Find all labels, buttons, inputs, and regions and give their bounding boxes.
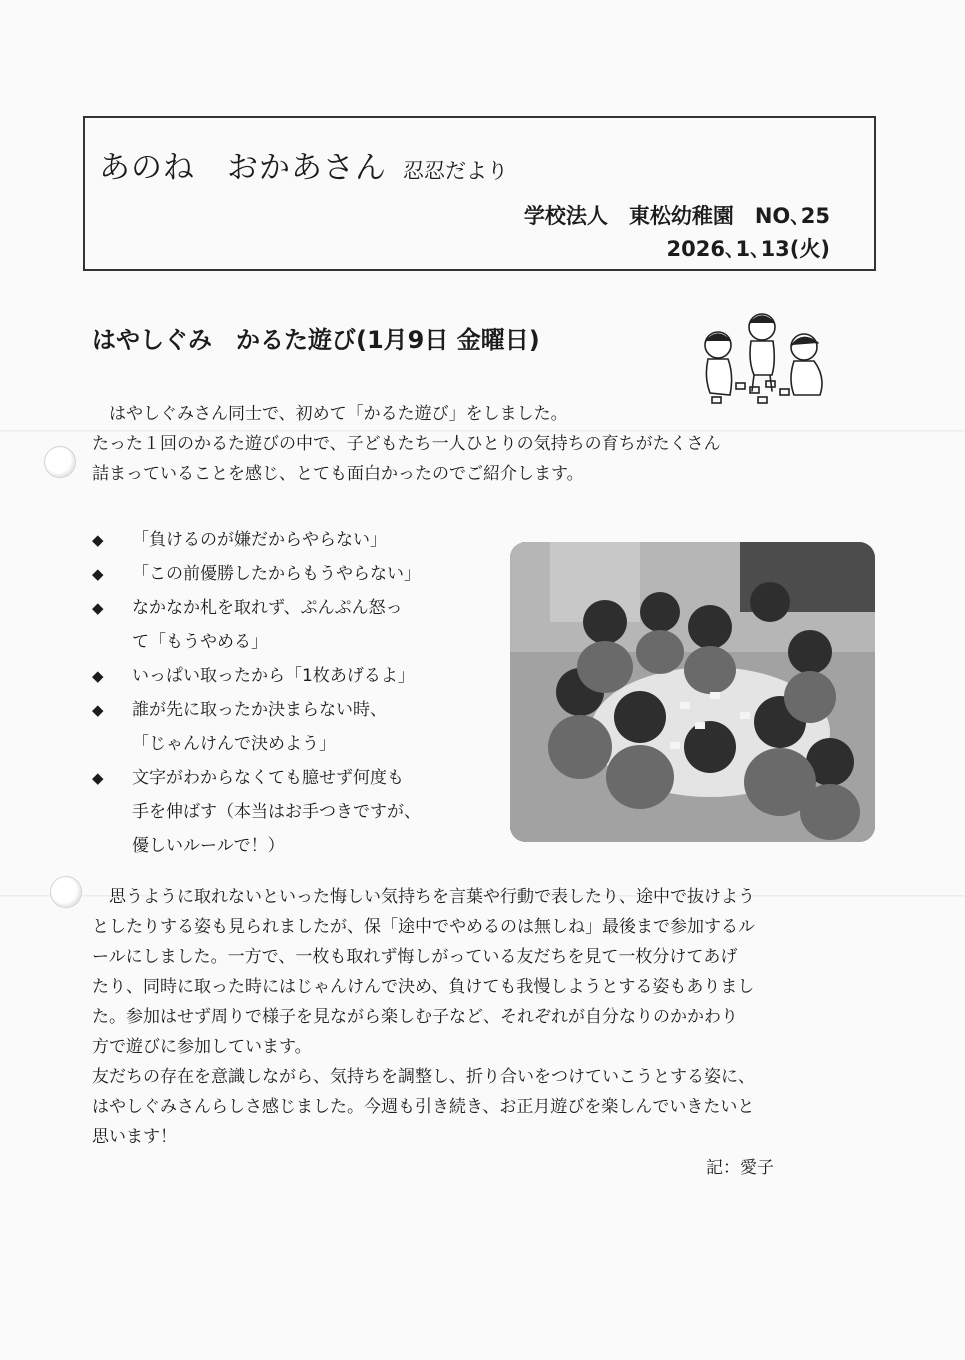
list-item <box>92 659 502 693</box>
diamond-bullet-icon: ◆ <box>92 531 104 549</box>
closing-line: ールにしました。一方で、一枚も取れず悔しがっている友だちを見て一枚分けてあげ <box>92 947 738 967</box>
list-item <box>92 523 502 557</box>
list-item <box>92 591 502 659</box>
list-item-text: なかなか札を取れず、ぷんぷん怒っ て「もうやめる」 <box>132 598 403 652</box>
intro-paragraph <box>92 399 721 489</box>
newsletter-header <box>83 116 876 271</box>
closing-line: 友だちの存在を意識しながら、気持ちを調整し、折り合いをつけていこうとする姿に、 <box>92 1067 755 1087</box>
list-item-text: 「負けるのが嫌だからやらない」 <box>132 530 387 550</box>
list-item <box>92 557 502 591</box>
intro-line: 詰まっていることを感じ、とても面白かったのでご紹介します。 <box>92 464 584 484</box>
newsletter-title <box>99 142 508 187</box>
diamond-bullet-icon: ◆ <box>92 769 104 787</box>
punch-hole-top <box>44 446 76 478</box>
closing-paragraph <box>92 882 755 1152</box>
diamond-bullet-icon: ◆ <box>92 701 104 719</box>
children-playing-karuta-illustration <box>696 305 836 407</box>
closing-line: 思うように取れないといった悔しい気持ちを言葉や行動で表したり、途中で抜けよう <box>109 887 755 907</box>
closing-line: 方で遊びに参加しています。 <box>92 1037 312 1057</box>
closing-line: 思います！ <box>92 1127 177 1147</box>
diamond-bullet-icon: ◆ <box>92 667 104 685</box>
list-item <box>92 761 502 863</box>
school-and-issue: 学校法人 東松幼稚園 NO､25 <box>523 204 830 228</box>
list-item-text: 「この前優勝したからもうやらない」 <box>132 564 421 584</box>
newsletter-subtitle: 忍忍だより <box>403 159 508 183</box>
intro-line: たった１回のかるた遊びの中で、子どもたち一人ひとりの気持ちの育ちがたくさん <box>92 434 721 454</box>
newsletter-title-main: あのね おかあさん <box>99 150 387 186</box>
list-item-text: 誰が先に取ったか決まらない時、 「じゃんけんで決めよう」 <box>132 700 387 754</box>
closing-line: たり、同時に取った時にはじゃんけんで決め、負けても我慢しようとする姿もありまし <box>92 977 755 997</box>
list-item-text: いっぱい取ったから「1枚あげるよ」 <box>132 666 415 686</box>
children-comments-list <box>92 523 502 863</box>
author-signature: 記：愛子 <box>706 1158 774 1178</box>
list-item-text: 文字がわからなくても臆せず何度も 手を伸ばす（本当はお手つきですが、 優しいルールで！） <box>132 768 421 856</box>
closing-line: はやしぐみさんらしさ感じました。今週も引き続き、お正月遊びを楽しんでいきたいと <box>92 1097 755 1117</box>
diamond-bullet-icon: ◆ <box>92 599 104 617</box>
intro-line: はやしぐみさん同士で、初めて「かるた遊び」をしました。 <box>92 404 568 424</box>
closing-line: としたりする姿も見られましたが、保「途中でやめるのは無しね」最後まで参加するル <box>92 917 755 937</box>
closing-line: た。参加はせず周りで様子を見ながら楽しむ子など、それぞれが自分なりのかかわり <box>92 1007 738 1027</box>
section-title: はやしぐみ かるた遊び(1月9日 金曜日) <box>92 326 540 354</box>
karuta-class-photo <box>510 542 875 842</box>
diamond-bullet-icon: ◆ <box>92 565 104 583</box>
list-item <box>92 693 502 761</box>
issue-date: 2026､1､13(火) <box>666 237 830 261</box>
punch-hole-bottom <box>50 876 82 908</box>
